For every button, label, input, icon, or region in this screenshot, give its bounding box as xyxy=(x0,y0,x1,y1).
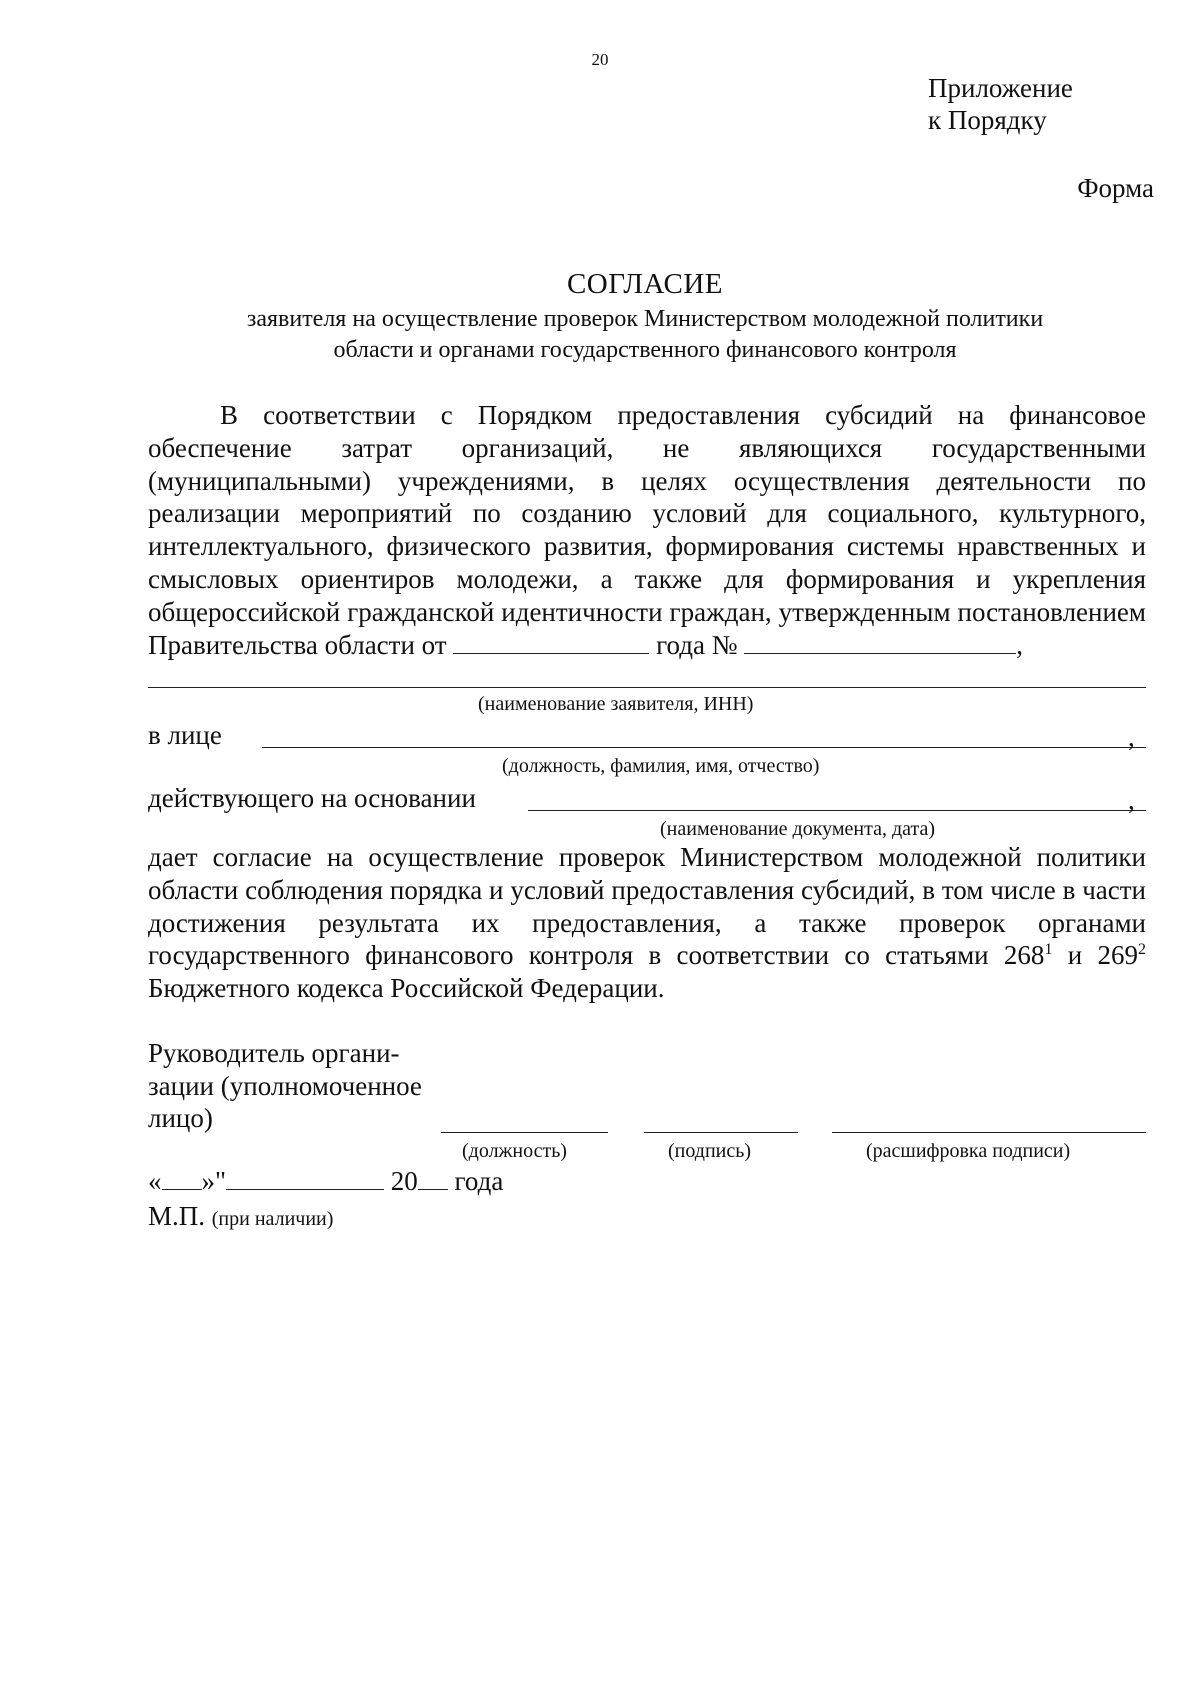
date-year-blank[interactable] xyxy=(418,1188,448,1190)
consent-text: дает согласие на осуществление проверок Министерством молодежной политики области соблюдения порядка и условий предоставления субсидий, в том числе в части достижения результата их предоставления, а также проверок органами государственного финансового контроля в соответствии со статьями 268 xyxy=(148,842,1146,971)
consent-paragraph xyxy=(148,841,1146,1005)
signer-line-2: зации (уполномоченное xyxy=(148,1070,422,1101)
applicant-caption: (наименование заявителя, ИНН) xyxy=(478,693,754,715)
resolution-date-blank[interactable] xyxy=(453,652,649,654)
signature-date xyxy=(148,1166,503,1197)
date-open-quote: « xyxy=(148,1166,162,1196)
position-signature-line[interactable] xyxy=(441,1132,608,1133)
basis-label: действующего на основании xyxy=(148,783,476,813)
basis-line[interactable] xyxy=(528,810,1146,811)
consent-sup-2: 2 xyxy=(1138,941,1147,959)
mp-note: (при наличии) xyxy=(211,1208,334,1230)
paragraph-text: В соответствии с Порядком предоставления субсидий на финансовое обеспечение затрат организаций, не являющихся государственными (муниципальными) учреждениями, в целях осуществления деятельности по реализации мероприятий по созданию условий для социального, культурного, интеллектуального, физического развития, формирования системы нравственных и смысловых ориентиров молодежи, а также для формирования и укрепления общероссийской гражданской идентичности граждан, утвержденным постановлением Правительства области от xyxy=(148,400,1146,660)
subtitle-line-1: заявителя на осуществление проверок Министерством молодежной политики xyxy=(246,306,1044,332)
annex-line-1: Приложение xyxy=(928,73,1073,103)
person-line[interactable] xyxy=(262,747,1146,748)
mp-label: М.П. xyxy=(148,1201,206,1231)
main-paragraph xyxy=(148,399,1146,661)
basis-caption: (наименование документа, дата) xyxy=(660,818,936,840)
resolution-number-blank[interactable] xyxy=(744,652,1016,654)
date-day-blank[interactable] xyxy=(162,1188,202,1190)
signer-line-3: лицо) xyxy=(148,1103,213,1133)
decoding-signature-line[interactable] xyxy=(832,1132,1146,1133)
date-month-blank[interactable] xyxy=(226,1188,384,1190)
consent-and: и 269 xyxy=(1052,940,1139,971)
paragraph-comma: , xyxy=(1016,629,1023,660)
signature-line[interactable] xyxy=(644,1132,798,1133)
annex-line-2: к Порядку xyxy=(928,105,1047,135)
signer-line-1: Руководитель органи- xyxy=(148,1038,400,1068)
applicant-name-line[interactable] xyxy=(148,687,1146,688)
person-label: в лице xyxy=(148,720,222,750)
person-comma: , xyxy=(1128,722,1135,752)
caption-decoding: (расшифровка подписи) xyxy=(866,1140,1071,1162)
paragraph-year-word: года № xyxy=(656,629,738,660)
person-caption: (должность, фамилия, имя, отчество) xyxy=(502,755,820,777)
document-title: СОГЛАСИЕ xyxy=(566,268,724,300)
caption-position: (должность) xyxy=(462,1140,567,1162)
consent-text-after: Бюджетного кодекса Российской Федерации. xyxy=(148,973,665,1004)
annex-header xyxy=(928,72,1073,136)
page-number: 20 xyxy=(591,50,609,69)
caption-signature: (подпись) xyxy=(668,1140,752,1162)
stamp-place xyxy=(148,1201,333,1232)
basis-comma: , xyxy=(1128,785,1135,815)
consent-sup-1: 1 xyxy=(1044,941,1053,959)
date-year-word: года xyxy=(454,1166,504,1196)
subtitle-line-2: области и органами государственного финансового контроля xyxy=(333,337,957,363)
date-year-prefix: 20 xyxy=(390,1166,418,1196)
document-subtitle xyxy=(140,304,1150,366)
form-label: Форма xyxy=(1077,173,1154,203)
date-close-quote: »" xyxy=(201,1166,227,1196)
signer-label xyxy=(148,1037,422,1135)
